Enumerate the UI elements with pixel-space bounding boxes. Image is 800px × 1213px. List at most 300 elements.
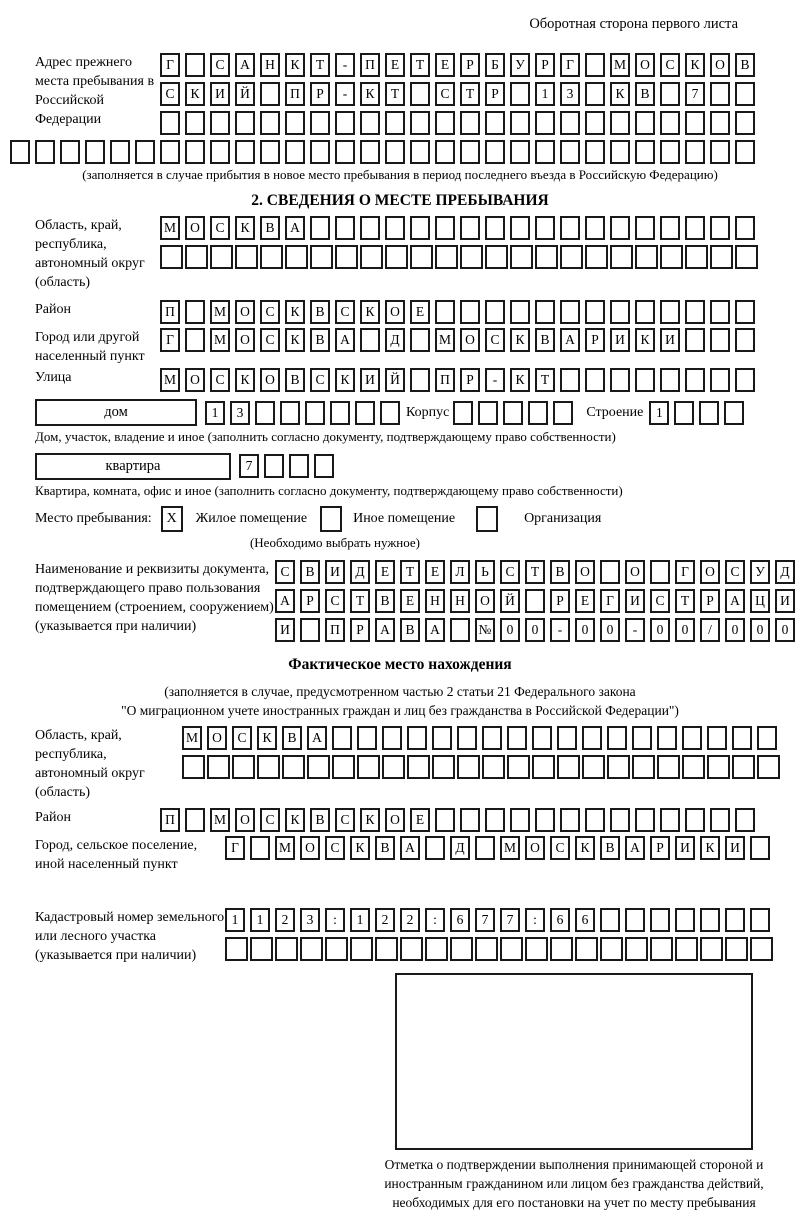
char-box: [357, 755, 380, 779]
char-box: [185, 300, 205, 324]
char-box: [735, 111, 755, 135]
char-box: [675, 937, 698, 961]
char-box: [560, 808, 580, 832]
char-box: П: [325, 618, 345, 642]
char-box: Т: [350, 589, 370, 613]
char-box: [610, 368, 630, 392]
char-box: С: [325, 589, 345, 613]
char-box: [60, 140, 80, 164]
char-box: [460, 140, 480, 164]
char-box: [407, 755, 430, 779]
char-box: [135, 140, 155, 164]
street-label: Улица: [35, 370, 72, 386]
char-box: Д: [450, 836, 470, 860]
char-box: В: [300, 560, 320, 584]
char-box: [460, 111, 480, 135]
char-box: [582, 726, 602, 750]
char-box: М: [610, 53, 630, 77]
char-box: К: [350, 836, 370, 860]
char-box: [660, 300, 680, 324]
char-box: К: [285, 300, 305, 324]
char-box: К: [360, 82, 380, 106]
actual-city-field: [10, 836, 790, 874]
char-box: М: [275, 836, 295, 860]
actual-city-label: Город, сельское поселение, иной населенный пункт: [35, 837, 198, 872]
char-box: Й: [235, 82, 255, 106]
char-box: [560, 216, 580, 240]
char-box: Т: [310, 53, 330, 77]
char-box: [674, 401, 694, 425]
char-box: И: [625, 589, 645, 613]
char-box: Р: [300, 589, 320, 613]
char-box: Т: [525, 560, 545, 584]
char-box: -: [335, 82, 355, 106]
char-box: [460, 216, 480, 240]
char-box: К: [235, 368, 255, 392]
char-box: Р: [350, 618, 370, 642]
char-box: [485, 140, 505, 164]
char-box: [485, 216, 505, 240]
char-box: 2: [275, 908, 295, 932]
char-box: М: [160, 368, 180, 392]
stay-type-other-label: Иное помещение: [353, 510, 456, 526]
city-row: [160, 328, 755, 352]
char-box: [632, 726, 652, 750]
char-box: М: [160, 216, 180, 240]
char-box: 2: [400, 908, 420, 932]
actual-location-title: Фактическое место нахождения: [288, 655, 512, 673]
char-box: [532, 726, 552, 750]
char-box: 0: [600, 618, 620, 642]
char-box: А: [725, 589, 745, 613]
actual-city-row: [225, 836, 770, 860]
char-box: С: [500, 560, 520, 584]
char-box: [510, 245, 533, 269]
char-box: [425, 836, 445, 860]
char-box: Й: [385, 368, 405, 392]
char-box: 7: [475, 908, 495, 932]
house-number-boxes: [205, 401, 400, 425]
char-box: С: [260, 328, 280, 352]
char-box: [575, 937, 598, 961]
registration-stamp-note: Отметка о подтверждении выполнения принимающей стороной и иностранным гражданином или лицом без гражданства действий, необходимых для его постановки на учет по месту пребывания: [384, 1157, 764, 1211]
char-box: 0: [775, 618, 795, 642]
char-box: [185, 245, 208, 269]
char-box: О: [525, 836, 545, 860]
char-box: [485, 111, 505, 135]
char-box: И: [660, 328, 680, 352]
char-box: Е: [435, 53, 455, 77]
char-box: Е: [375, 560, 395, 584]
char-box: [435, 245, 458, 269]
char-box: [185, 808, 205, 832]
stay-type-other-checkbox: [320, 506, 342, 532]
registration-stamp-box: [395, 973, 753, 1150]
char-box: [485, 245, 508, 269]
char-box: [160, 140, 180, 164]
char-box: В: [282, 726, 302, 750]
char-box: /: [700, 618, 720, 642]
char-box: Т: [675, 589, 695, 613]
char-box: [525, 937, 548, 961]
actual-region-field: [10, 726, 790, 802]
cadastre-row-1: [225, 908, 773, 932]
char-box: [507, 755, 530, 779]
char-box: 0: [750, 618, 770, 642]
char-box: [264, 454, 284, 478]
char-box: О: [625, 560, 645, 584]
stay-type-organization-checkbox: [476, 506, 498, 532]
char-box: [710, 140, 730, 164]
char-box: [260, 245, 283, 269]
char-box: Ь: [475, 560, 495, 584]
char-box: [585, 140, 605, 164]
char-box: [528, 401, 548, 425]
char-box: Р: [550, 589, 570, 613]
char-box: О: [185, 368, 205, 392]
char-box: [460, 245, 483, 269]
char-box: [660, 216, 680, 240]
char-box: [660, 82, 680, 106]
char-box: [360, 216, 380, 240]
char-box: М: [210, 300, 230, 324]
char-box: [250, 937, 273, 961]
house-row: [35, 399, 790, 426]
char-box: [585, 53, 605, 77]
char-box: -: [335, 53, 355, 77]
char-box: С: [210, 53, 230, 77]
char-box: К: [360, 300, 380, 324]
char-box: [210, 245, 233, 269]
char-box: [585, 216, 605, 240]
char-box: [535, 216, 555, 240]
char-box: 3: [230, 401, 250, 425]
char-box: [600, 560, 620, 584]
char-box: [710, 328, 730, 352]
char-box: 6: [450, 908, 470, 932]
char-box: [700, 908, 720, 932]
char-box: :: [425, 908, 445, 932]
char-box: [685, 808, 705, 832]
char-box: [280, 401, 300, 425]
char-box: К: [635, 328, 655, 352]
char-box: М: [210, 808, 230, 832]
char-box: 1: [205, 401, 225, 425]
char-box: [410, 140, 430, 164]
stay-type-residential-checkbox: X: [161, 506, 183, 532]
char-box: [735, 245, 758, 269]
region-row-1: [160, 216, 758, 240]
char-box: А: [235, 53, 255, 77]
char-box: [385, 245, 408, 269]
char-box: И: [775, 589, 795, 613]
char-box: [382, 755, 405, 779]
char-box: [560, 245, 583, 269]
char-box: К: [335, 368, 355, 392]
char-box: [360, 328, 380, 352]
char-box: А: [400, 836, 420, 860]
char-box: [735, 328, 755, 352]
apartment-row: [35, 453, 790, 480]
cadastre-label: Кадастровый номер земельного или лесного участка (указывается при наличии): [35, 910, 225, 964]
char-box: [610, 245, 633, 269]
char-box: [735, 368, 755, 392]
char-box: К: [360, 808, 380, 832]
char-box: Д: [350, 560, 370, 584]
char-box: [585, 82, 605, 106]
house-note: Дом, участок, владение и иное (заполнить согласно документу, подтверждающему право собственности): [35, 429, 616, 445]
char-box: 6: [575, 908, 595, 932]
char-box: [207, 755, 230, 779]
char-box: [600, 937, 623, 961]
char-box: Н: [425, 589, 445, 613]
char-box: 1: [535, 82, 555, 106]
char-box: Р: [485, 82, 505, 106]
char-box: [700, 937, 723, 961]
char-box: [435, 300, 455, 324]
char-box: -: [485, 368, 505, 392]
char-box: О: [385, 808, 405, 832]
char-box: Д: [385, 328, 405, 352]
char-box: [510, 111, 530, 135]
char-box: [360, 140, 380, 164]
char-box: [585, 111, 605, 135]
actual-district-label: Район: [35, 809, 71, 825]
char-box: [699, 401, 719, 425]
char-box: С: [335, 808, 355, 832]
char-box: [453, 401, 473, 425]
char-box: [550, 937, 573, 961]
char-box: [757, 755, 780, 779]
char-box: Р: [310, 82, 330, 106]
char-box: 1: [649, 401, 669, 425]
char-box: А: [335, 328, 355, 352]
district-row: [160, 300, 755, 324]
char-box: С: [210, 368, 230, 392]
char-box: [325, 937, 348, 961]
char-box: [385, 140, 405, 164]
char-box: С: [325, 836, 345, 860]
char-box: -: [550, 618, 570, 642]
char-box: [160, 245, 183, 269]
char-box: С: [210, 216, 230, 240]
char-box: [660, 808, 680, 832]
char-box: [525, 589, 545, 613]
char-box: :: [525, 908, 545, 932]
char-box: 1: [225, 908, 245, 932]
char-box: [610, 216, 630, 240]
char-box: [635, 368, 655, 392]
char-box: П: [360, 53, 380, 77]
char-box: 0: [525, 618, 545, 642]
char-box: [185, 140, 205, 164]
stay-type-note: (Необходимо выбрать нужное): [249, 534, 421, 550]
char-box: [185, 111, 205, 135]
char-box: О: [460, 328, 480, 352]
char-box: [635, 216, 655, 240]
char-box: С: [335, 300, 355, 324]
char-box: В: [535, 328, 555, 352]
char-box: [275, 937, 298, 961]
char-box: [635, 111, 655, 135]
prev-address-note: (заполняется в случае прибытия в новое место пребывания в период последнего въезда в Российскую Федерацию): [82, 167, 718, 182]
char-box: П: [160, 300, 180, 324]
char-box: Ц: [750, 589, 770, 613]
char-box: [335, 216, 355, 240]
char-box: [585, 368, 605, 392]
char-box: [685, 111, 705, 135]
char-box: [10, 140, 30, 164]
actual-region-label: Область, край, республика, автономный округ (область): [35, 727, 145, 800]
char-box: [475, 836, 495, 860]
char-box: В: [600, 836, 620, 860]
char-box: В: [635, 82, 655, 106]
char-box: [285, 140, 305, 164]
char-box: [260, 111, 280, 135]
char-box: [232, 755, 255, 779]
char-box: [750, 836, 770, 860]
char-box: И: [725, 836, 745, 860]
char-box: [707, 726, 727, 750]
char-box: [432, 726, 452, 750]
char-box: [560, 140, 580, 164]
char-box: 7: [239, 454, 259, 478]
char-box: М: [210, 328, 230, 352]
char-box: [735, 300, 755, 324]
char-box: [510, 808, 530, 832]
char-box: [685, 245, 708, 269]
char-box: [632, 755, 655, 779]
cadastre-row-2: [225, 937, 773, 961]
char-box: [225, 937, 248, 961]
char-box: М: [500, 836, 520, 860]
char-box: [350, 937, 373, 961]
char-box: [610, 111, 630, 135]
char-box: [335, 111, 355, 135]
char-box: [757, 726, 777, 750]
char-box: П: [435, 368, 455, 392]
char-box: С: [260, 300, 280, 324]
char-box: [735, 216, 755, 240]
char-box: С: [232, 726, 252, 750]
char-box: Н: [450, 589, 470, 613]
char-box: Г: [600, 589, 620, 613]
char-box: [607, 726, 627, 750]
char-box: [385, 111, 405, 135]
char-box: [375, 937, 398, 961]
char-box: Р: [650, 836, 670, 860]
char-box: [307, 755, 330, 779]
char-box: 1: [350, 908, 370, 932]
stay-type-label: Место пребывания:: [35, 510, 152, 526]
char-box: И: [360, 368, 380, 392]
char-box: К: [685, 53, 705, 77]
city-field: [10, 328, 790, 366]
char-box: 0: [650, 618, 670, 642]
char-box: [535, 140, 555, 164]
char-box: [257, 755, 280, 779]
char-box: И: [325, 560, 345, 584]
char-box: О: [700, 560, 720, 584]
char-box: [625, 937, 648, 961]
document-row-1: [275, 560, 795, 584]
prev-address-field: [10, 53, 790, 135]
char-box: [532, 755, 555, 779]
apartment-boxes: [239, 454, 334, 478]
char-box: Е: [410, 300, 430, 324]
char-box: [310, 111, 330, 135]
char-box: П: [160, 808, 180, 832]
char-box: [482, 755, 505, 779]
char-box: [182, 755, 205, 779]
char-box: №: [475, 618, 495, 642]
char-box: [185, 53, 205, 77]
char-box: [635, 300, 655, 324]
char-box: [710, 808, 730, 832]
char-box: :: [325, 908, 345, 932]
char-box: [332, 755, 355, 779]
char-box: [750, 908, 770, 932]
char-box: С: [310, 368, 330, 392]
char-box: [282, 755, 305, 779]
char-box: [210, 111, 230, 135]
char-box: Т: [385, 82, 405, 106]
char-box: [560, 111, 580, 135]
char-box: [585, 245, 608, 269]
char-box: [300, 618, 320, 642]
char-box: В: [735, 53, 755, 77]
char-box: [553, 401, 573, 425]
char-box: [260, 82, 280, 106]
char-box: [355, 401, 375, 425]
char-box: К: [285, 328, 305, 352]
char-box: А: [560, 328, 580, 352]
char-box: [314, 454, 334, 478]
char-box: [710, 216, 730, 240]
char-box: [110, 140, 130, 164]
char-box: [610, 808, 630, 832]
char-box: [585, 808, 605, 832]
cadastre-field: [10, 880, 790, 965]
char-box: [710, 245, 733, 269]
char-box: О: [235, 300, 255, 324]
actual-region-row-2: [182, 755, 780, 779]
char-box: К: [575, 836, 595, 860]
char-box: О: [207, 726, 227, 750]
char-box: [300, 937, 323, 961]
char-box: Г: [160, 53, 180, 77]
char-box: [385, 216, 405, 240]
char-box: [660, 140, 680, 164]
char-box: [600, 908, 620, 932]
char-box: И: [210, 82, 230, 106]
char-box: Т: [400, 560, 420, 584]
document-label: Наименование и реквизиты документа, подтверждающего право пользования помещением (строением, сооружением) (указывается при наличии): [35, 561, 274, 634]
char-box: С: [160, 82, 180, 106]
char-box: [435, 216, 455, 240]
char-box: [535, 808, 555, 832]
char-box: Д: [775, 560, 795, 584]
char-box: О: [635, 53, 655, 77]
stay-type-row: [35, 506, 790, 532]
char-box: [500, 937, 523, 961]
char-box: [510, 300, 530, 324]
char-box: [425, 937, 448, 961]
char-box: [450, 937, 473, 961]
char-box: 7: [685, 82, 705, 106]
char-box: О: [575, 560, 595, 584]
char-box: С: [260, 808, 280, 832]
